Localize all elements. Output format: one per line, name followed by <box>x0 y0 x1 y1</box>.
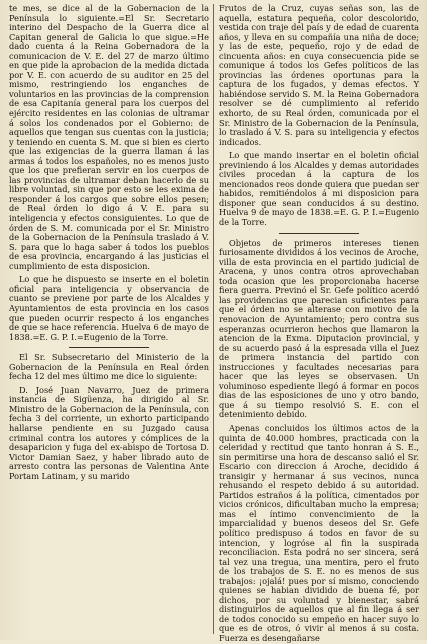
section-divider <box>69 347 149 348</box>
right-paragraph-reconciliation: Apenas concluidos los últimos actos de la quinta de 40.000 hombres, practicada con la celeridad y rectitud que tanto honran á S. E., sin permitirse una hora de descanso salió el Sr. Escario con direccion á Aroche, decidido á transigir y hermanar á sus vecinos, nunca rehusando el respeto debido á su autoridad. Partidos estraños á la política, cimentados por vicios crónicos, dificultaban mucho la empresa; mas el íntimo convencimiento de la imparcialidad y buenos deseos del Sr. Gefe político predispuso á todos en favor de su intencion, y logróse al fin la suspirada reconciliacion. Esta podrá no ser sincera, será tal vez una tregua, una mentira, pero el fruto de los trabajos de S. E. no es menos de sus trabajos: ¡ojalá! pues por sí mismo, conociendo quienes se habian dividido de buena fé, por dichos, por su voluntad y bienestar, sabrá distinguirlos de aquellos que al fin llega á ser de todos conocido su empeño en hacer suyo lo que es de otros, ó vivir al menos á su costa. Fuerza es desengañarse <box>219 422 419 643</box>
left-paragraph-royal-order: te mes, se dice al de la Gobernacion de la Península lo siguiente.=El Sr. Secretario interino del Despacho de la Guerra dice al Capitan general de Galicia lo que sigue.=He dado cuenta á la Reina Gobernadora de la comunicacion de V. E. del 27 de marzo último en que pide la aprobacion de la medida dictada por V. E. con acuerdo de su auditor en 25 del mismo, restringiendo los enganches de voluntarios en las provincias de la comprension de esa Capitanía general para los cuerpos del ejército residentes en las colonias de ultramar á solos los condenados por el Gobierno: de aquellos que tengan sus cuentas con la justicia; y teniendo en cuenta S. M. que si bien es cierto que las exigencias de la guerra llaman á las armas á todos los españoles, no es menos justo que los que prefieran servir en los cuerpos de las provincias de ultramar deban hacerlo de su libre voluntad, sin que por esto se les exima de responder á los cargos que sobre ellos pesen; de Real órden lo digo á V. E. para su inteligencia y efectos consiguientes. Lo que de órden de S. M. comunicada por el Sr. Ministro de la Gobernacion de la Península traslado á V. S. para que lo haga saber á todos los pueblos de esa provincia, encargando á las justicias el cumplimiento de esta disposicion. <box>9 3 209 271</box>
right-paragraph-aroche: Objetos de primeros intereses tienen furiosamente divididos á los vecinos de Aroche, villa de esta provincia en el partido judicial de Aracena, y unos contra otros aprovechaban toda ocasion que les proporcionaba hacerse fiera guerra. Previnó el Sr. Gefe político acerdó las providencias que parecian suficientes para que el órden no se alterase con motivo de la renovacion de Ayuntamiento; pero contra sus esperanzas ocurrieron hechos que llamaron la atencion de la Exma. Diputacion provincial, y de su acuerdo pasó á la espresada villa el Juez de primera instancia del partido con instrucciones y facultades necesarias para hacer que las leyes se observasen. Un voluminoso espediente llegó á formar en pocos dias de las esposiciones de uno y otro bando, que á su tiempo resolvió S. E. con el detenimiento debido. <box>219 237 419 420</box>
right-paragraph-fugitive-description: Frutos de la Cruz, cuyas señas son, las de aquella, estatura pequeña, color descolorido, vestida con traje del país y de edad de cuarenta años, y lleva en su compañía una niña de doce; y las de este, pequeño, rojo y de edad de cincuenta años: en cuya consecuencia pide se comunique á todos los Gefes políticos de las provincias las órdenes oportunas para la captura de los fugados, y demas efectos. Y habiéndose servido S. M. la Reina Gobernadora resolver se dé cumplimiento al referido exhorto, de su Real órden, comunicada por el Sr. Ministro de la Gobernacion de la Península, lo traslado á V. S. para su inteligencia y efectos indicados. <box>219 3 419 147</box>
left-paragraph-subsecretary: El Sr. Subsecretario del Ministerio de la Gobernacion de la Península en Real órden fecha 12 del mes último me dice lo siguiente: <box>9 352 209 382</box>
left-paragraph-exhorto: D. José Juan Navarro, Juez de primera instancia de Sigüenza, ha dirigido al Sr. Ministro de la Gobernacion de la Península, con fecha 3 del corriente, un exhorto participando hallarse pendiente en su Juzgado causa criminal contra los autores y cómplices de la desaparicion y fuga del ex-abispo de Tortosa D. Victor Damian Saez, y haber librado auto de arresto contra las personas de Valentina Ante Portam Latinam, y su marido <box>9 384 209 481</box>
left-paragraph-insertion-notice: Lo que he dispuesto se inserte en el boletin oficial para inteligencia y observancia de cuanto se previene por parte de los Alcaldes y Ayuntamientos de esta provincia en los casos que pueden ocurrir respecto á los enganches de que se hace referencia. Huelva 6 de mayo de 1838.=E. G. P. I.=Eugenio de la Torre. <box>9 274 209 342</box>
right-column <box>219 3 419 643</box>
right-paragraph-capture-order: Lo que mando insertar en el boletin oficial previniendo á los Alcaldes y demas autoridades civiles procedan á la captura de los mencionados reos donde quiera que puedan ser habidos, remitiéndolos á mi disposicion para disponer que sean conducidos á su destino. Huelva 9 de mayo de 1838.=E. G. P. I.=Eugenio de la Torre. <box>219 150 419 228</box>
section-divider <box>279 233 359 234</box>
column-rule <box>213 4 214 634</box>
left-column <box>9 4 209 636</box>
